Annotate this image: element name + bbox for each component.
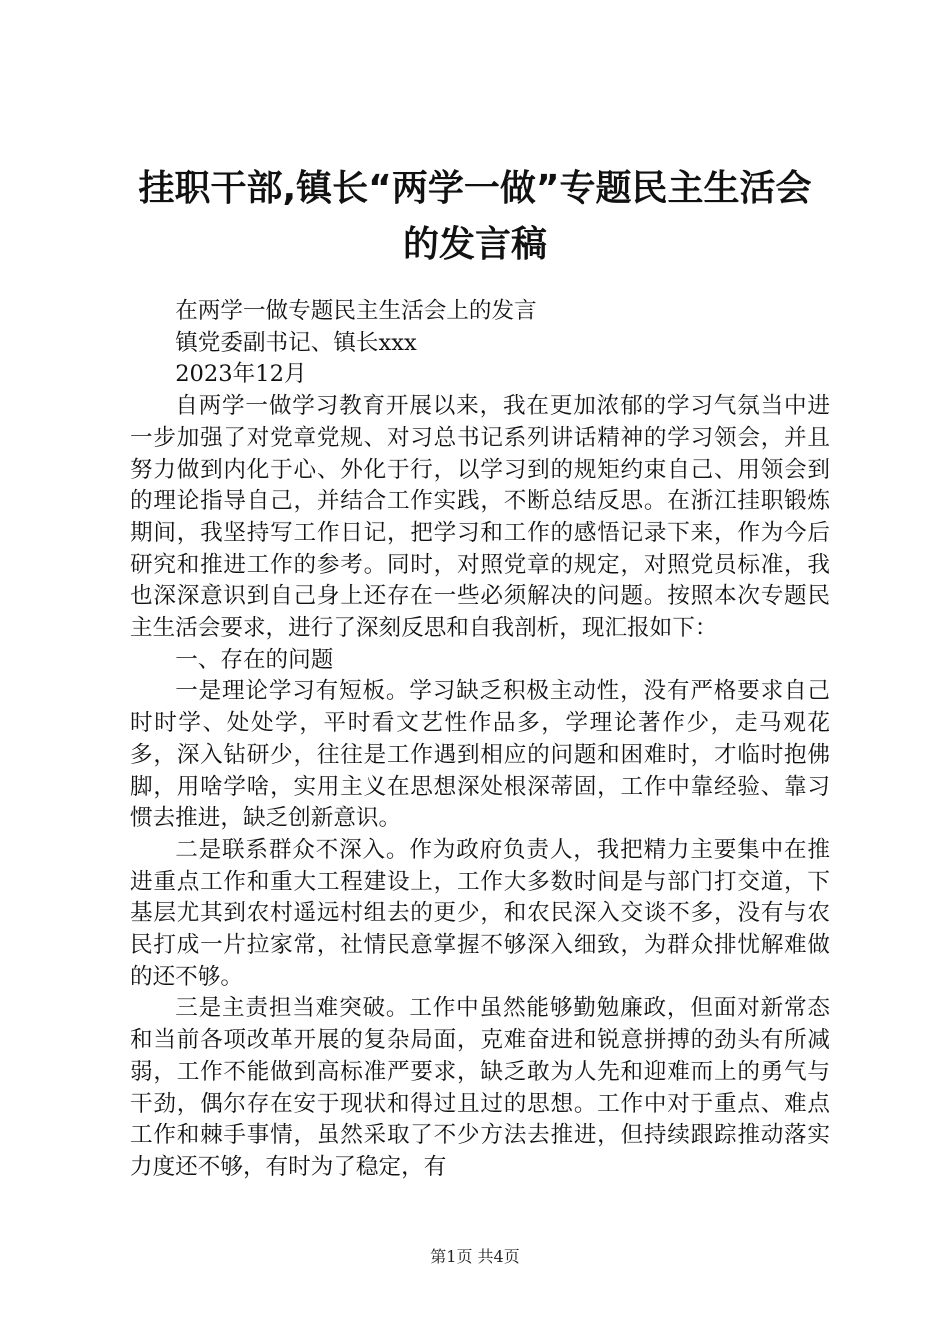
- document-title-line-1: 挂职干部,镇长“两学一做”专题民主生活会: [138, 168, 812, 209]
- body-paragraph: 二是联系群众不深入。作为政府负责人，我把精力主要集中在推进重点工作和重大工程建设上，工作大多数时间是与部门打交道，下基层尤其到农村遥远村组去的更少，和农民深入交谈不多，没有与农民打成一片拉家常，社情民意掌握不够深入细致，为群众排忧解难做的还不够。: [130, 836, 830, 990]
- intro-paragraph: 自两学一做学习教育开展以来，我在更加浓郁的学习气氛当中进一步加强了对党章党规、对习总书记系列讲话精神的学习领会，并且努力做到内化于心、外化于行，以学习到的规矩约束自己、用领会到的理论指导自己，并结合工作实践，不断总结反思。在浙江挂职锻炼期间，我坚持写工作日记，把学习和工作的感悟记录下来，作为今后研究和推进工作的参考。同时，对照党章的规定，对照党员标准，我也深深意识到自己身上还存在一些必须解决的问题。按照本次专题民主生活会要求，进行了深刻反思和自我剖析，现汇报如下：: [130, 393, 830, 642]
- body-paragraph: 三是主责担当难突破。工作中虽然能够勤勉廉政，但面对新常态和当前各项改革开展的复杂局面，克难奋进和锐意拼搏的劲头有所减弱，工作不能做到高标准严要求，缺乏敢为人先和迎难而上的勇气与干劲，偶尔存在安于现状和得过且过的思想。工作中对于重点、难点工作和棘手事情，虽然采取了不少方法去推进，但持续跟踪推动落实力度还不够，有时为了稳定，有: [130, 995, 830, 1180]
- speech-heading: 在两学一做专题民主生活会上的发言: [175, 298, 537, 324]
- document-body: [130, 296, 830, 1184]
- section-heading: 一、存在的问题: [175, 646, 334, 673]
- document-title-line-2: 的发言稿: [402, 224, 547, 265]
- date-line: 2023年12月: [175, 361, 307, 388]
- body-paragraph: 一是理论学习有短板。学习缺乏积极主动性，没有严格要求自己时时学、处处学，平时看文艺性作品多，学理论著作少，走马观花多，深入钻研少，往往是工作遇到相应的问题和困难时，才临时抱佛脚，用啥学啥，实用主义在思想深处根深蒂固，工作中靠经验、靠习惯去推进，缺乏创新意识。: [130, 678, 830, 832]
- speaker-line: 镇党委副书记、镇长xxx: [175, 329, 417, 356]
- page-number-footer: 第1页 共4页: [430, 1247, 520, 1266]
